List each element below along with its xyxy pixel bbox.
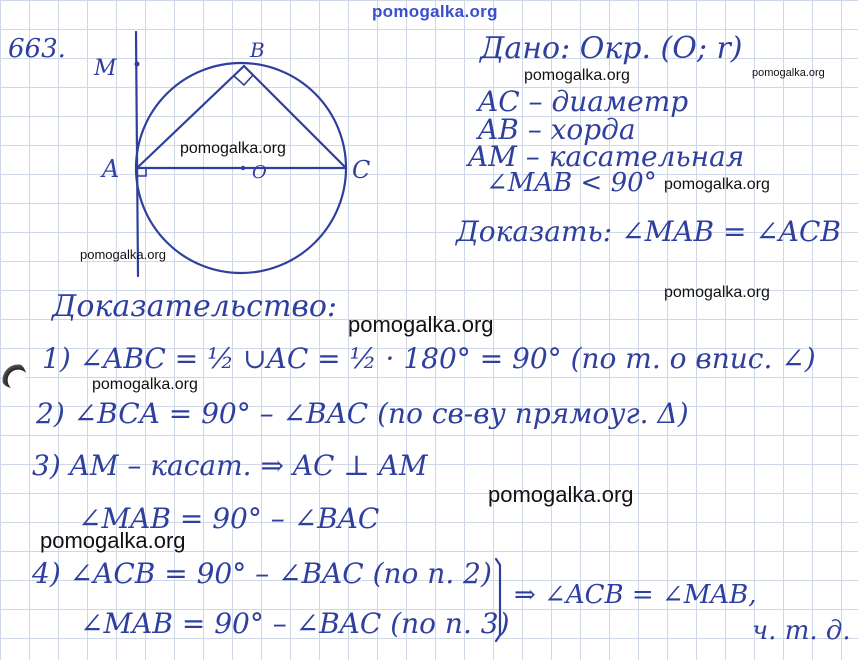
center-dot-o: [241, 166, 245, 170]
watermark: pomogalka.org: [664, 284, 770, 301]
proof-step-1: 1) ∠ABC = ½ ∪AC = ½ · 180° = 90° (по т. о впис. ∠): [42, 342, 816, 375]
tangent-line-am: [136, 32, 138, 276]
proof-qed: ч. т. д.: [752, 616, 851, 646]
label-point-m: M: [94, 56, 117, 81]
right-angle-mark-a: [137, 168, 146, 176]
given-line-chord: AB – хорда: [478, 113, 636, 146]
watermark: pomogalka.org: [524, 67, 630, 84]
proof-step-4a: 4) ∠ACB = 90° – ∠BAC (по п. 2): [32, 557, 492, 590]
given-line-tangent: AM – касательная: [468, 140, 745, 173]
watermark: pomogalka.org: [40, 528, 186, 553]
site-watermark-top: pomogalka.org: [372, 2, 498, 21]
label-point-o: O: [252, 162, 267, 183]
given-heading: Дано: Окр. (O; r): [480, 31, 743, 66]
watermark: pomogalka.org: [664, 176, 770, 193]
given-line-angle: ∠MAB < 90°: [486, 168, 657, 198]
point-m-dot: [135, 62, 140, 67]
step4-bracket: [490, 555, 510, 645]
proof-step-3b: ∠MAB = 90° – ∠BAC: [78, 502, 380, 535]
proof-step-2: 2) ∠BCA = 90° – ∠BAC (по св-ву прямоуг. Δ): [36, 397, 689, 430]
watermark: pomogalka.org: [348, 312, 494, 337]
proof-heading: Доказательство:: [52, 289, 338, 324]
proof-conclusion: ⇒ ∠ACB = ∠MAB,: [514, 580, 757, 610]
label-point-b: B: [250, 38, 265, 62]
watermark: pomogalka.org: [752, 67, 825, 79]
watermark: pomogalka.org: [92, 376, 198, 393]
label-point-a: A: [102, 155, 120, 183]
given-line-diameter: AC – диаметр: [478, 85, 689, 118]
problem-number: 663.: [8, 34, 66, 64]
watermark: pomogalka.org: [488, 482, 634, 507]
proof-step-3a: 3) AM – касат. ⇒ AC ⊥ AM: [32, 449, 428, 482]
watermark: pomogalka.org: [180, 140, 286, 157]
proof-step-4b: ∠MAB = 90° – ∠BAC (по п. 3): [80, 607, 510, 640]
watermark: pomogalka.org: [80, 247, 166, 262]
label-point-c: C: [352, 156, 371, 184]
right-angle-mark-b: [234, 75, 253, 85]
page-curl-shadow: [0, 362, 26, 388]
prove-statement: Доказать: ∠MAB = ∠ACB: [456, 215, 841, 248]
